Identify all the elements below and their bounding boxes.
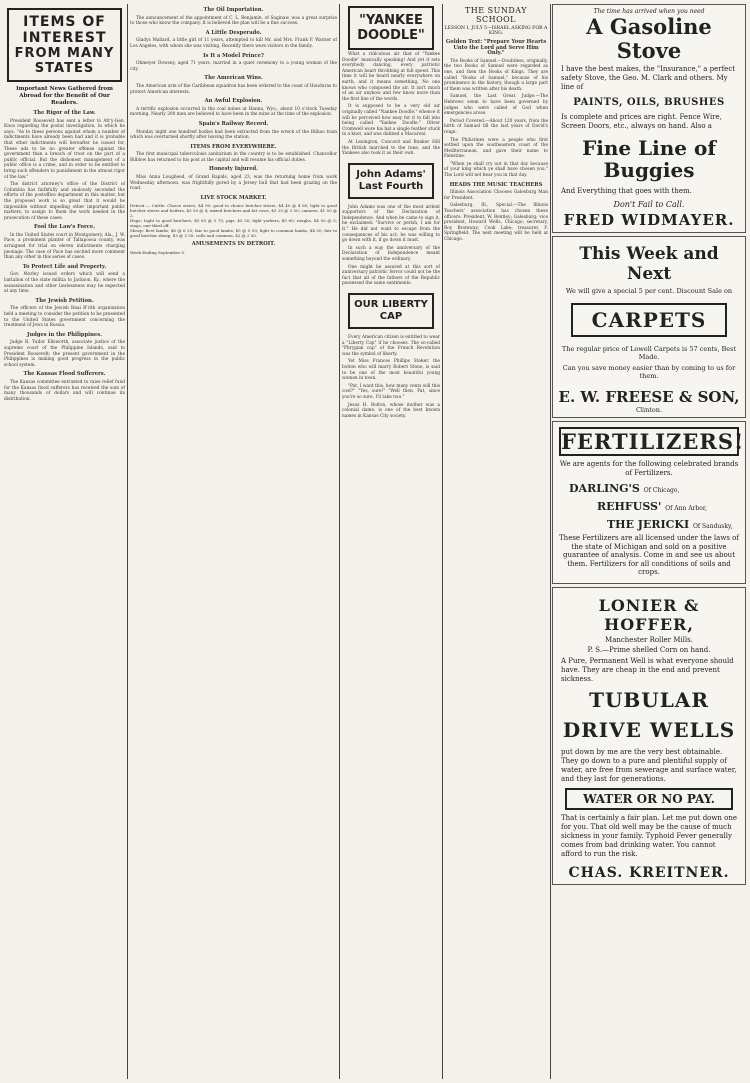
subhead: Spain's Railway Record. bbox=[198, 120, 269, 127]
article-paragraph: Gladys Mallard, a little girl of 11 years, attempted to kill Mr. and Mrs. Frank F. Warner of Los Angeles, with whom she was visiting. Recently there were visitors in the family. bbox=[130, 38, 337, 49]
ad-text: That is certainly a fair plan. Let me put down one for you. That old well may be the cause of much sickness in your family. Typhoid Fever generally comes from bad drinking water. You cannot afford to run the risk. bbox=[561, 813, 737, 858]
column-1 bbox=[4, 4, 125, 1079]
gasoline-stove-ad bbox=[552, 4, 746, 233]
subhead: LIVE STOCK MARKET. bbox=[200, 194, 267, 201]
lesson-title: LESSON I, JULY 5—ISRAEL ASKING FOR A KING. bbox=[444, 26, 548, 36]
article-paragraph: It is supposed to be a very old air originally called "Nankee Doodle," whence it will be perceived how easy for it to fall into being called "Yankee Doodle." Oliver Cromwell wore his hat a single feather stuck in a knot, and was dubbed a Macaroni. bbox=[342, 104, 440, 138]
column-2 bbox=[130, 4, 337, 1079]
advertiser-name: CHAS. KREITNER. bbox=[568, 864, 730, 881]
column-rule bbox=[339, 4, 340, 1079]
subhead: ITEMS FROM EVERYWHERE. bbox=[190, 143, 277, 150]
article-paragraph: The Books of Samuel.—Doubtless, originally, the two Books of Samuel were regarded as one, and then the Books of Kings. They are called "Books of Samuel," because of his prominence in the history, though a large part of them was written after his death. bbox=[444, 58, 548, 92]
brand-name: DARLING'S bbox=[569, 482, 640, 495]
subhead: Golden Text: "Prepare Your Hearts Unto the Lord and Serve Him Only." bbox=[445, 39, 547, 57]
advertiser-town: Clinton. bbox=[635, 406, 663, 414]
carpets-ad bbox=[552, 236, 746, 418]
article-paragraph: Galesburg, Ill., Special.—The Illinois Teachers' association has chosen these officers: President, W. Bentley; Galesburg; vice president, Howard Wells, Chicago; secretary, Roy Bromway; Cook Lake; treasurer, F. Springfield. The next meeting will be held at Chicago. bbox=[444, 203, 548, 242]
article-paragraph: Illinois Association Chooses Galesburg Man for President. bbox=[444, 190, 548, 201]
sunday-school-header: THE SUNDAY SCHOOL bbox=[464, 6, 528, 24]
article-paragraph: At Lexington, Concord and Bunker Hill the British marched to the tune, and the Yankees also took it as their own. bbox=[342, 139, 440, 157]
column-4 bbox=[444, 4, 548, 1079]
article-paragraph: Every American citizen is entitled to wear a "Liberty Cap" if he chooses. The so-called "Phrygian cap" of the French Revolution was the symbol of liberty. bbox=[342, 335, 440, 357]
article-paragraph: The first municipal tuberculosis sanitarium in the country is to be established. Chancellor Bilblow has returned to his post at the capital and will resume his official duties. bbox=[130, 152, 337, 163]
subhead: An Awful Explosion. bbox=[204, 98, 263, 105]
advertiser-name: LONIER & HOFFER, bbox=[598, 595, 700, 634]
ad-subtitle: CARPETS bbox=[571, 303, 727, 337]
advertiser-name: FRED WIDMAYER. bbox=[563, 211, 735, 229]
advertiser-name: E. W. FREESE & SON, bbox=[558, 388, 740, 406]
ad-text: And Everything that goes with them. bbox=[561, 187, 692, 195]
subhead: Is It a Model Prince? bbox=[203, 52, 264, 59]
article-paragraph: Samuel, the Last Great Judge.—The Hebrews seem to have been governed by judges who were called of God when emergencies arose. bbox=[444, 94, 548, 117]
article-paragraph: Yet Miss Frances Phillips Stoker, the bolton who will marry Robert Stone, is said to be one of the most beautiful young women in town. bbox=[342, 359, 440, 382]
article-paragraph: What a ridiculous air that of "Yankee Doodle" musically speaking! And yet it sets everybody dancing, every patriotic American heart throbbing at full speed. This time it will be heard nearly everywhere on earth, and it means something. No one knows who composed the air. It isn't much of an air anyhow and few know more than the first line of the words. bbox=[342, 52, 440, 102]
subhead: Fool the Law's Force. bbox=[33, 224, 95, 231]
subhead: To Protect Life and Property. bbox=[22, 263, 107, 270]
article-paragraph: Judge R. Tudor Ellsworth, associate justice of the supreme court of the Philippine Islands, said to President Roosevelt: the present government in the Philippines is making good progress in the public school system. bbox=[4, 340, 125, 368]
article-paragraph: A terrific explosion occurred in the coal mines at Hanna, Wyo., about 10 o'clock Tuesday morning. Nearly 200 men are believed to have been in the mine at the time of the explosion. bbox=[130, 106, 337, 118]
brand-name: REHFUSS' bbox=[597, 500, 662, 513]
article-paragraph: Monday night one hundred bodies had been extracted from the wreck of the Bilbao train which was overturned shortly after leaving the station. bbox=[130, 129, 337, 141]
subhead: The Rigor of the Law. bbox=[33, 110, 96, 116]
article-paragraph: Ohmeyer Dowsny, aged 71 years, married in a quiet ceremony to a young woman of the city. bbox=[130, 61, 337, 72]
fertilizer-brand bbox=[557, 482, 741, 495]
header-line-1: ITEMS OF INTEREST bbox=[22, 14, 107, 46]
ad-text: The regular price of Lowell Carpets is 57 cents, Best Made. bbox=[561, 345, 737, 361]
column-rule bbox=[127, 4, 128, 1079]
ad-title: This Week and Next bbox=[579, 244, 719, 284]
column-rule bbox=[442, 4, 443, 1079]
yankee-doodle-title: "YANKEE DOODLE" bbox=[348, 6, 434, 50]
subhead: Honesty Injured. bbox=[209, 166, 258, 173]
market-report: Detroit — Cattle: Choice steers, $4 90; good to choice butcher steers, $4 40 @ 4 65; light to good butcher steers and heifers, $3 50 @ 4; mixed butchers and fat cows, $3 25 @ 3 50; canners, $1 50 @ 2. bbox=[130, 203, 337, 219]
ad-subtitle: PAINTS, OILS, BRUSHES bbox=[573, 97, 725, 108]
ad-text: Can you save money easier than by coming to us for them. bbox=[562, 364, 736, 380]
fertilizers-ad bbox=[552, 421, 746, 584]
subhead: The Jewish Petition. bbox=[35, 297, 94, 304]
article-paragraph: One might be assured at this sort of anniversary patriotic fervor could not be the fact that all of the fathers of the Republic possessed the same sentiments. bbox=[342, 264, 440, 287]
fertilizer-brand bbox=[557, 500, 741, 513]
ad-text: I have the best makes, the "Insurance," a perfect safety Stove, the Geo. M. Clark and others. My line of bbox=[561, 65, 736, 91]
newspaper-page bbox=[4, 4, 746, 1079]
amusements-text: Week Ending September 5. bbox=[130, 250, 186, 256]
ad-text: The time has arrived when you need bbox=[593, 8, 705, 15]
column-3 bbox=[342, 4, 440, 1079]
subhead: The Oil Importation. bbox=[203, 7, 264, 13]
subhead: AMUSEMENTS IN DETROIT. bbox=[191, 241, 276, 248]
ad-text: put down by me are the very best obtainable. They go down to a pure and plentiful supply of water, are free from sewerage and surface water, and they last for generations. bbox=[561, 747, 737, 783]
market-report: Sheep: Best lambs, $6 @ 6 25; fair to good lambs, $5 @ 5 50; light to common lambs, $4 50; fair to good butcher sheep, $3 @ 3 50; culls and common, $2 @ 2 50. bbox=[130, 228, 337, 239]
article-paragraph: The American arm of the Caribbean squadron has been ordered to the coast of Honduras to protect American interests. bbox=[130, 83, 337, 95]
ad-text: Is complete and prices are right. Fence Wire, Screen Doors, etc., always on hand. Also a bbox=[561, 113, 722, 130]
subhead: Judges in the Philippines. bbox=[27, 331, 102, 338]
article-paragraph: The district attorney's office of the District of Columbia has faithfully and zealously seconded the efforts of the postoffice department in this matter, but the proposed work is so great that it would be impossible without impeding other important public matters, to assign to them the work needed in the prosecution of these cases. bbox=[4, 182, 125, 221]
ad-subtitle: Fine Line of Buggies bbox=[582, 136, 716, 182]
ad-title: A Gasoline Stove bbox=[586, 14, 712, 63]
article-paragraph: "Pat, I want this, how many cents will this cost?" "Yes, sure!" "Well then, Pat, since you're so sure, I'll take two." bbox=[342, 383, 440, 400]
ad-text: Manchester Roller Mills. bbox=[605, 635, 693, 644]
column-rule bbox=[550, 4, 551, 1079]
subhead: HEADS THE MUSIC TEACHERS bbox=[449, 181, 543, 188]
article-paragraph: The Kansas committee entrusted to raise relief fund for the Kansas flood sufferers has received the sum of many thousands of dollars and will continue its distribution. bbox=[4, 379, 125, 402]
market-report: Hogs: Light to good butchers, $5 65 @ 5 75; pigs, $5 50; light yorkers, $5 60; roughs, $4 50 @ 5; stags, one-third off. bbox=[130, 218, 337, 229]
article-paragraph: The announcement of the appointment of C. L. Benjamin, of Saginaw, was a great surprise to those who know the company. It is believed the plan will be a fine success. bbox=[130, 15, 337, 27]
ad-title: TUBULAR bbox=[589, 687, 709, 712]
drive-wells-ad bbox=[552, 587, 746, 885]
article-paragraph: Gov. Morley issued orders which will send a battalion of the state militia to Jackson, Ky., where the assassination and other lawlessness may be expected at any time. bbox=[4, 272, 125, 295]
article-paragraph: In such a way the anniversary of the Declaration of Independence meant something beyond the ordinary. bbox=[342, 245, 440, 263]
ad-subtitle: WATER OR NO PAY. bbox=[565, 788, 733, 810]
john-adams-title: John Adams' Last Fourth bbox=[348, 163, 434, 199]
ad-title: FERTILIZERS! bbox=[561, 429, 745, 454]
brand-location: Of Ann Arbor, bbox=[665, 505, 707, 512]
advertisement-column bbox=[552, 4, 746, 1079]
header-line-2: FROM MANY STATES bbox=[14, 46, 115, 76]
article-paragraph: Period Covered.—About 120 years, from the birth of Samuel till the last years of David's reign. bbox=[444, 118, 548, 135]
article-paragraph: In the United States court in Montgomery, Ala., J. W. Pace, a prominent planter of Tallapoosa county, was arraigned for trial on eleven indictments charging peonage. The case of Pace has excited more comment than any other in this series of cases. bbox=[4, 232, 125, 261]
brand-location: Of Sandusky, bbox=[692, 523, 733, 530]
fertilizer-brand bbox=[557, 518, 741, 531]
article-paragraph: John Adams was one of the most ardent supporters of the Declaration of Independence. And when he came to sign it, he exclaimed: "Survive or perish, I am for it." He did not want to escape from the consequences of his act; he was willing to go down with it, if go down it must. bbox=[342, 204, 440, 244]
article-paragraph: The Philistines were a people who first settled upon the southeastern coast of the Mediterranean, and gave their name to Palestine. bbox=[444, 137, 548, 160]
ad-text: These Fertilizers are all licensed under the laws of the state of Michigan and sold on a positive guarantee of analysis. Come in and see us about them. Fertilizers for all conditions of soils and crops. bbox=[559, 534, 739, 576]
brand-name: THE JERICKI bbox=[607, 518, 690, 531]
items-of-interest-header bbox=[7, 8, 122, 82]
ad-text: A Pure, Permanent Well is what everyone should have. They are cheap in the end and prevent sickness. bbox=[561, 656, 734, 683]
ad-text: Don't Fail to Call. bbox=[613, 200, 685, 209]
article-paragraph: Miss Anna Lougheed, of Grand Rapids, aged 23, was the returning home from work Wednesday afternoon, was frightfully gored by a Jersey bull that had been grazing on the road. bbox=[130, 175, 337, 192]
subhead: The American Wins. bbox=[204, 75, 263, 82]
subhead: The Kansas Flood Sufferers. bbox=[23, 371, 106, 378]
article-paragraph: The officers of the Jewish Bnai B'rith organization held a meeting to consider the petition to be presented to the United States government concerning the treatment of Jews in Russia. bbox=[4, 306, 125, 329]
article-paragraph: "When ye shall cry out in that day because of your king which ye shall have chosen you." The Lord will not hear you in that day. bbox=[444, 161, 548, 179]
liberty-cap-title: OUR LIBERTY CAP bbox=[348, 293, 434, 329]
article-paragraph: President Roosevelt has sent a letter to Att'y-Gen. Knox regarding the postal investigation, in which he says: "As to these persons against whom a number of indictments have already been had and it is probable that other indictments will hereafter be issued for, These ads to be no greater offense against the government than a breach of trust on the part of a public official. But the dishonest management of a public office is a crime, and in order to be entitled to bring such offenders to punishment in the utmost rigor of the law." bbox=[4, 118, 125, 180]
ad-text: P. S.—Prime shelled Corn on hand. bbox=[587, 645, 711, 654]
ad-text: We will give a special 5 per cent. Discount Sale on bbox=[565, 287, 733, 295]
brand-location: Of Chicago, bbox=[643, 487, 680, 494]
subhead: A Little Desperado. bbox=[205, 29, 262, 36]
article-paragraph: Jesus H. Bolton, whose mother was a colonial dame, is one of the best known names in Kansas City society. bbox=[342, 402, 440, 419]
header-deck: Important News Gathered from Abroad for the Benefit of Our Readers. bbox=[16, 86, 113, 106]
ad-title: DRIVE WELLS bbox=[562, 717, 736, 742]
ad-text: We are agents for the following celebrated brands of Fertilizers. bbox=[559, 460, 739, 477]
